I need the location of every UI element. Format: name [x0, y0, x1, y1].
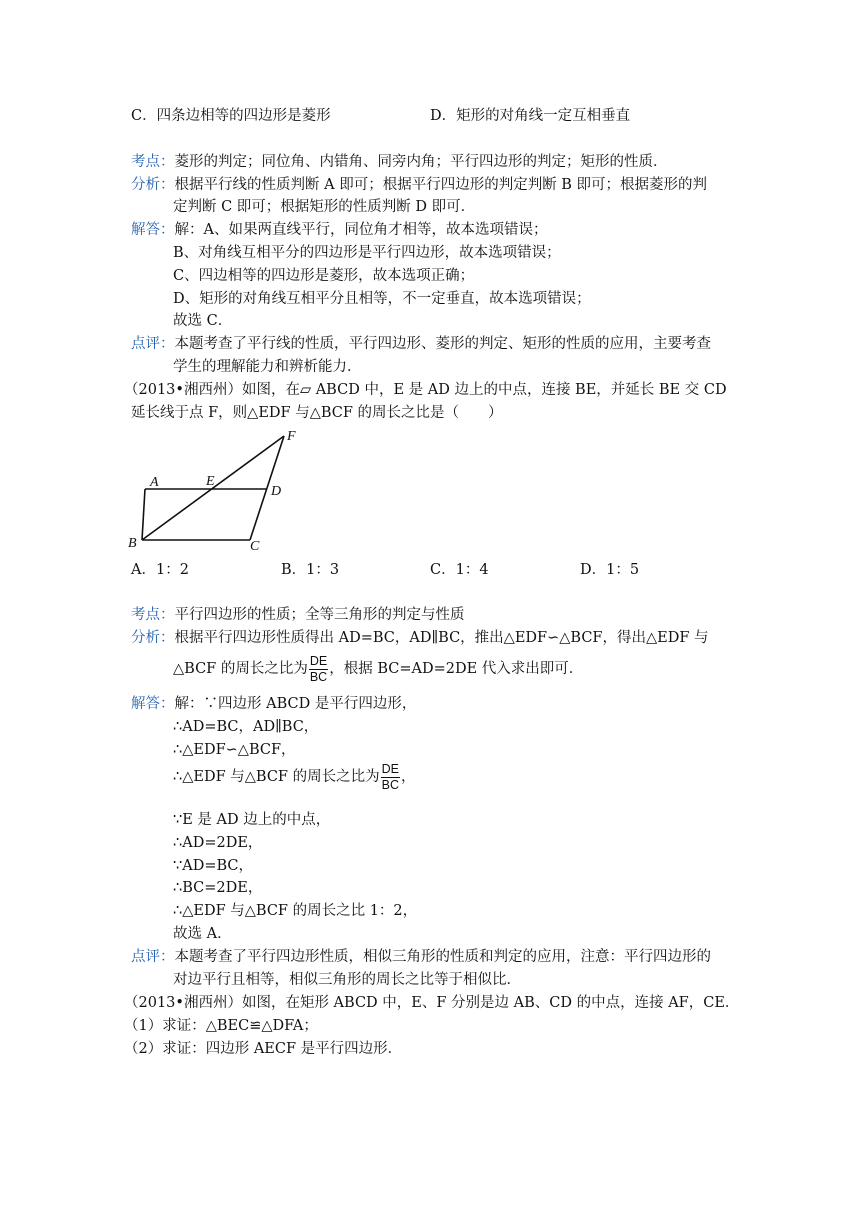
- jieda-text-b: ，: [400, 769, 416, 785]
- jieda-line: B、对角线互相平分的四边形是平行四边形，故本选项错误；: [173, 245, 561, 261]
- jieda-label: 解答：: [131, 222, 175, 238]
- q2-option-d: D．1：5: [580, 562, 640, 578]
- point-label-e: E: [206, 474, 215, 489]
- fenxi-row: [131, 175, 707, 195]
- q2-stem-cont: 延长线于点 F，则△EDF 与△BCF 的周长之比是（ ）: [131, 405, 503, 421]
- jieda-line: [173, 762, 415, 792]
- fenxi-label: 分析：: [131, 177, 175, 193]
- fraction-numerator: DE: [381, 761, 399, 776]
- fraction-de-bc: [309, 655, 328, 684]
- jieda-line: D、矩形的对角线互相平分且相等，不一定垂直，故本选项错误；: [173, 291, 591, 307]
- point-label-a: A: [150, 475, 159, 490]
- kaodian-row: [131, 152, 668, 172]
- point-label-c: C: [250, 539, 260, 554]
- fenxi-text: 根据平行四边形性质得出 AD=BC，AD∥BC，推出△EDF∽△BCF，得出△EDF 与: [174, 630, 709, 646]
- fraction-numerator: DE: [309, 653, 328, 668]
- fenxi-text-cont: [173, 654, 583, 684]
- q2-option-c: C．1：4: [430, 562, 489, 578]
- fraction-denominator: BC: [381, 777, 399, 792]
- parallelogram-figure: [120, 422, 320, 562]
- q2-option-a: A．1：2: [131, 562, 189, 578]
- kaodian-text: 菱形的判定；同位角、内错角、同旁内角；平行四边形的判定；矩形的性质．: [174, 154, 668, 170]
- dianping-row: [131, 334, 711, 354]
- dianping-row: [131, 947, 711, 967]
- jieda-line: ∵AD=BC，: [173, 858, 253, 874]
- jieda-line: ∴△EDF 与△BCF 的周长之比 1：2，: [173, 903, 418, 919]
- jieda-text: 解：∵四边形 ABCD 是平行四边形，: [174, 696, 417, 712]
- kaodian-row: [131, 605, 465, 625]
- point-label-b: B: [128, 536, 137, 551]
- fraction-de-bc: [381, 763, 400, 792]
- kaodian-label: 考点：: [131, 607, 175, 623]
- jieda-label: 解答：: [131, 696, 175, 712]
- jieda-line: ∴AD=2DE，: [173, 835, 263, 851]
- fenxi-text-b: ，根据 BC=AD=2DE 代入求出即可．: [329, 661, 584, 677]
- jieda-line: ∴△EDF∽△BCF，: [173, 742, 296, 758]
- kaodian-text: 平行四边形的性质；全等三角形的判定与性质: [174, 607, 465, 623]
- dianping-text-cont: 学生的理解能力和辨析能力．: [173, 359, 362, 375]
- fenxi-row: [131, 628, 709, 648]
- fenxi-text-a: △BCF 的周长之比为: [173, 661, 308, 677]
- jieda-row: [131, 694, 416, 714]
- jieda-line: ∴AD=BC，AD∥BC，: [173, 719, 319, 735]
- jieda-line: ∴BC=2DE，: [173, 880, 263, 896]
- dianping-text: 本题考查了平行线的性质，平行四边形、菱形的判定、矩形的性质的应用，主要考查: [174, 336, 711, 352]
- q2-stem: （2013•湘西州）如图，在▱ ABCD 中，E 是 AD 边上的中点，连接 BE，并延长 BE 交 CD: [124, 382, 727, 398]
- point-label-f: F: [287, 429, 296, 444]
- jieda-text-a: ∴△EDF 与△BCF 的周长之比为: [173, 769, 380, 785]
- dianping-text: 本题考查了平行四边形性质，相似三角形的性质和判定的应用，注意：平行四边形的: [174, 949, 711, 965]
- dianping-text-cont: 对边平行且相等，相似三角形的周长之比等于相似比．: [173, 972, 521, 988]
- jieda-row: [131, 220, 547, 240]
- q3-part-2: （2）求证：四边形 AECF 是平行四边形．: [124, 1041, 403, 1057]
- option-c: C．四条边相等的四边形是菱形: [131, 108, 331, 124]
- kaodian-label: 考点：: [131, 154, 175, 170]
- jieda-line: ∵E 是 AD 边上的中点，: [173, 812, 331, 828]
- fenxi-label: 分析：: [131, 630, 175, 646]
- q3-stem: （2013•湘西州）如图，在矩形 ABCD 中，E、F 分别是边 AB、CD 的中点，连接 AF，CE．: [124, 995, 740, 1011]
- fenxi-text-cont: 定判断 C 即可；根据矩形的性质判断 D 即可．: [173, 199, 476, 215]
- q3-part-1: （1）求证：△BEC≌△DFA；: [124, 1018, 318, 1034]
- q2-option-b: B．1：3: [281, 562, 340, 578]
- dianping-label: 点评：: [131, 336, 175, 352]
- fenxi-text: 根据平行线的性质判断 A 即可；根据平行四边形的判定判断 B 即可；根据菱形的判: [174, 177, 708, 193]
- dianping-label: 点评：: [131, 949, 175, 965]
- jieda-text: 解：A、如果两直线平行，同位角才相等，故本选项错误；: [174, 222, 548, 238]
- jieda-line: C、四边相等的四边形是菱形，故本选项正确；: [173, 268, 475, 284]
- option-d: D．矩形的对角线一定互相垂直: [430, 108, 631, 124]
- jieda-line: 故选 A．: [173, 926, 232, 942]
- point-label-d: D: [271, 484, 282, 499]
- fraction-denominator: BC: [309, 669, 328, 684]
- jieda-line: 故选 C．: [173, 313, 233, 329]
